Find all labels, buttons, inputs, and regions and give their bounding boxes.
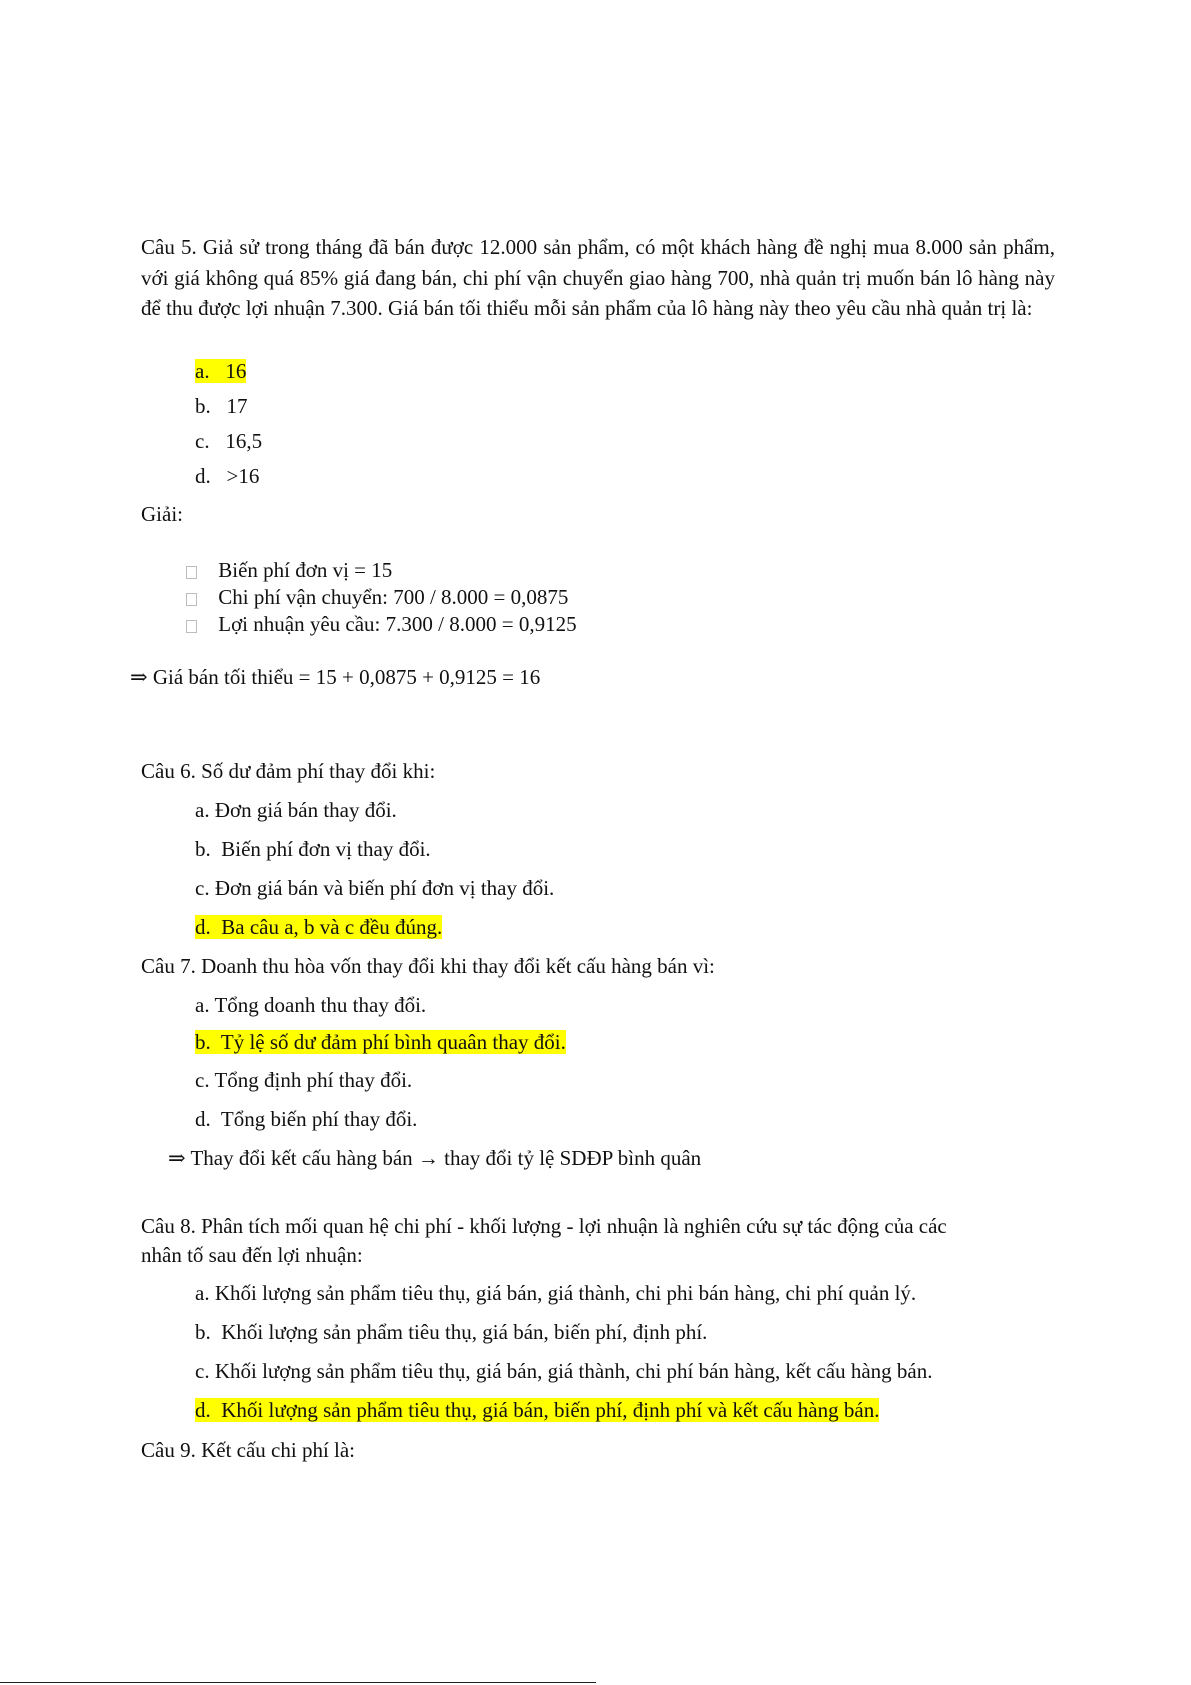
q5-option-a	[195, 357, 246, 385]
q5-step-3-text: Lợi nhuận yêu cầu: 7.300 / 8.000 = 0,9125	[218, 612, 577, 636]
question-7-text: Câu 7. Doanh thu hòa vốn thay đổi khi thay đổi kết cấu hàng bán vì:	[141, 954, 715, 978]
q5-step-2-text: Chi phí vận chuyển: 700 / 8.000 = 0,0875	[218, 585, 569, 609]
q6-option-d-text: d. Ba câu a, b và c đều đúng.	[195, 915, 443, 939]
q7-option-b-text: b. Tỷ lệ số dư đảm phí bình quaân thay đổi.	[195, 1030, 566, 1054]
q8-option-d	[195, 1396, 879, 1424]
bullet-icon	[186, 566, 197, 579]
q6-option-a: a. Đơn giá bán thay đổi.	[195, 798, 397, 822]
question-6-text: Câu 6. Số dư đảm phí thay đổi khi:	[141, 759, 436, 783]
q7-option-d: d. Tổng biến phí thay đổi.	[195, 1107, 418, 1131]
q7-option-a: a. Tổng doanh thu thay đổi.	[195, 993, 427, 1017]
q5-solution-label: Giải:	[141, 502, 183, 526]
q5-option-b: b. 17	[195, 394, 248, 418]
q6-option-d	[195, 913, 442, 941]
q5-step-2	[186, 583, 568, 611]
q5-option-c: c. 16,5	[195, 429, 263, 453]
q8-option-b: b. Khối lượng sản phẩm tiêu thụ, giá bán, biến phí, định phí.	[195, 1320, 708, 1344]
question-5-text: Câu 5. Giả sử trong tháng đã bán được 12.000 sản phẩm, có một khách hàng đề nghị mua 8.000 sản phẩm, với giá không quá 85% giá đang bán, chi phí vận chuyển giao hàng 700, nhà quản trị muốn bán lô hàng này để thu được lợi nhuận 7.300. Giá bán tối thiểu mỗi sản phẩm của lô hàng này theo yêu cầu nhà quản trị là:	[141, 235, 1055, 320]
footer-divider	[0, 1682, 596, 1683]
q5-conclusion: ⇒ Giá bán tối thiểu = 15 + 0,0875 + 0,9125 = 16	[130, 665, 541, 689]
q5-step-3	[186, 610, 577, 638]
question-9-text: Câu 9. Kết cấu chi phí là:	[141, 1438, 356, 1462]
bullet-icon	[186, 593, 197, 606]
q7-note: ⇒ Thay đổi kết cấu hàng bán → thay đổi tỷ lệ SDĐP bình quân	[168, 1146, 702, 1170]
q8-option-c: c. Khối lượng sản phẩm tiêu thụ, giá bán, giá thành, chi phí bán hàng, kết cấu hàng bán.	[195, 1359, 933, 1383]
question-8-line-1: Câu 8. Phân tích mối quan hệ chi phí - khối lượng - lợi nhuận là nghiên cứu sự tác động của các	[141, 1214, 947, 1238]
q7-option-b	[195, 1028, 566, 1056]
q5-step-1-text: Biến phí đơn vị = 15	[218, 558, 393, 582]
q8-option-d-text: d. Khối lượng sản phẩm tiêu thụ, giá bán, biến phí, định phí và kết cấu hàng bán.	[195, 1398, 880, 1422]
bullet-icon	[186, 620, 197, 633]
question-8-line-2: nhân tố sau đến lợi nhuận:	[141, 1243, 363, 1267]
q7-option-c: c. Tổng định phí thay đổi.	[195, 1068, 413, 1092]
q5-option-d: d. >16	[195, 464, 260, 488]
q6-option-b: b. Biến phí đơn vị thay đổi.	[195, 837, 431, 861]
q6-option-c: c. Đơn giá bán và biến phí đơn vị thay đổi.	[195, 876, 555, 900]
q5-option-a-text: a. 16	[195, 359, 247, 383]
q8-option-a: a. Khối lượng sản phẩm tiêu thụ, giá bán, giá thành, chi phi bán hàng, chi phí quản lý.	[195, 1281, 917, 1305]
q5-step-1	[186, 556, 392, 584]
